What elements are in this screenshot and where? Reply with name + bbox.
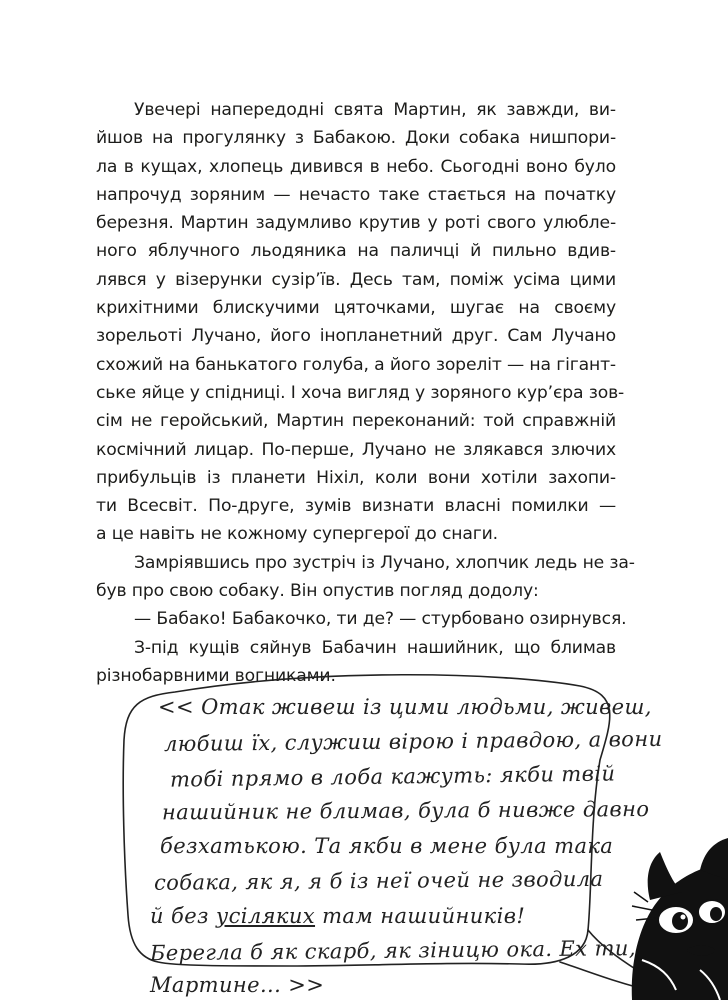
text-line: — Бабако! Бабакочко, ти де? — стурбовано озирнувся.: [134, 609, 627, 630]
bubble-line: любиш їх, служиш вірою і правдою, а вони: [163, 726, 663, 756]
text-line: а це навіть не кожному супергерої до снаги.: [96, 524, 498, 545]
text-line: З-під кущів сяйнув Бабачин нашийник, що блимав: [134, 637, 616, 658]
text-line: сім не геройський, Мартин переконаний: той справжній: [96, 411, 616, 432]
text-line: схожий на банькатого голуба, а його зореліт — на гігант-: [96, 354, 616, 375]
text-line: напрочуд зоряним — нечасто таке стається на початку: [96, 184, 616, 205]
text-line: був про свою собаку. Він опустив погляд додолу:: [96, 581, 539, 602]
bubble-line: безхатькою. Та якби в мене була така: [160, 834, 614, 859]
text-line: космічний лицар. По-перше, Лучано не злякався злючих: [96, 439, 616, 460]
text-line: прибульців із планети Ніхіл, коли вони хотіли захопи-: [96, 467, 616, 488]
text-line: Увечері напередодні свята Мартин, як завжди, ви-: [134, 100, 616, 120]
bubble-line: Мартине... >>: [150, 973, 325, 998]
text-line: крихітними блискучими цяточками, шугає на своєму: [96, 298, 616, 319]
bubble-line: нашийник не блимав, була б нивже давно: [161, 797, 650, 825]
bubble-line: << Отак живеш із цими людьми, живеш,: [158, 695, 652, 719]
text-line: Замріявшись про зустріч із Лучано, хлопчик ледь не за-: [134, 552, 635, 573]
text-line: йшов на прогулянку з Бабакою. Доки собака нишпори-: [96, 128, 616, 149]
text-line: ла в кущах, хлопець дивився в небо. Сьогодні воно було: [96, 156, 616, 177]
underlined-word: усіляких: [215, 903, 316, 928]
bubble-text-part: там нашийників!: [322, 903, 526, 928]
text-line: лявся у візерунки сузір’їв. Десь там, поміж усіма цими: [96, 269, 616, 290]
bubble-line: тобі прямо в лоба кажуть: якби твій: [169, 761, 616, 792]
dog-head-drawing: [632, 838, 728, 1000]
text-line: ти Всесвіт. По-друге, зумів визнати власні помилки —: [96, 496, 616, 517]
bubble-line: Берегла б як скарб, як зіницю ока. Ех ти,: [149, 935, 636, 965]
text-line: ного яблучного льодяника на паличці й пильно вдив-: [96, 241, 616, 262]
bubble-line: собака, як я, я б із неї очей не зводила: [153, 866, 604, 895]
text-line: зорельоті Лучано, його інопланетний друг. Сам Лучано: [96, 326, 616, 347]
text-line: березня. Мартин задумливо крутив у роті свого улюбле-: [96, 213, 616, 234]
text-line: ське яйце у спідниці. І хоча вигляд у зоряного кур’єра зов-: [96, 382, 625, 403]
text-line: різнобарвними вогниками.: [96, 665, 336, 686]
bubble-text-part: й без: [150, 903, 209, 928]
